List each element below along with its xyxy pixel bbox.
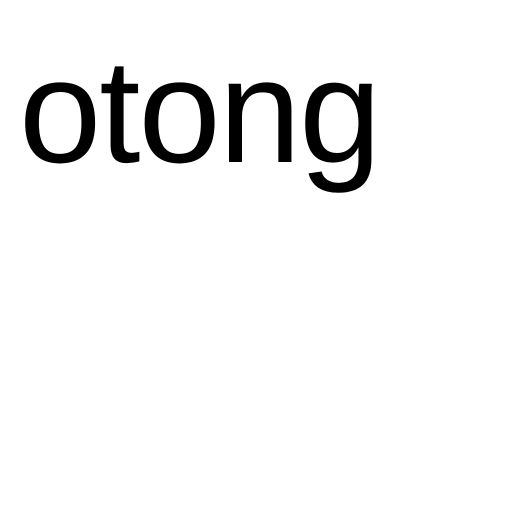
main-word-text: otong [19, 29, 380, 194]
